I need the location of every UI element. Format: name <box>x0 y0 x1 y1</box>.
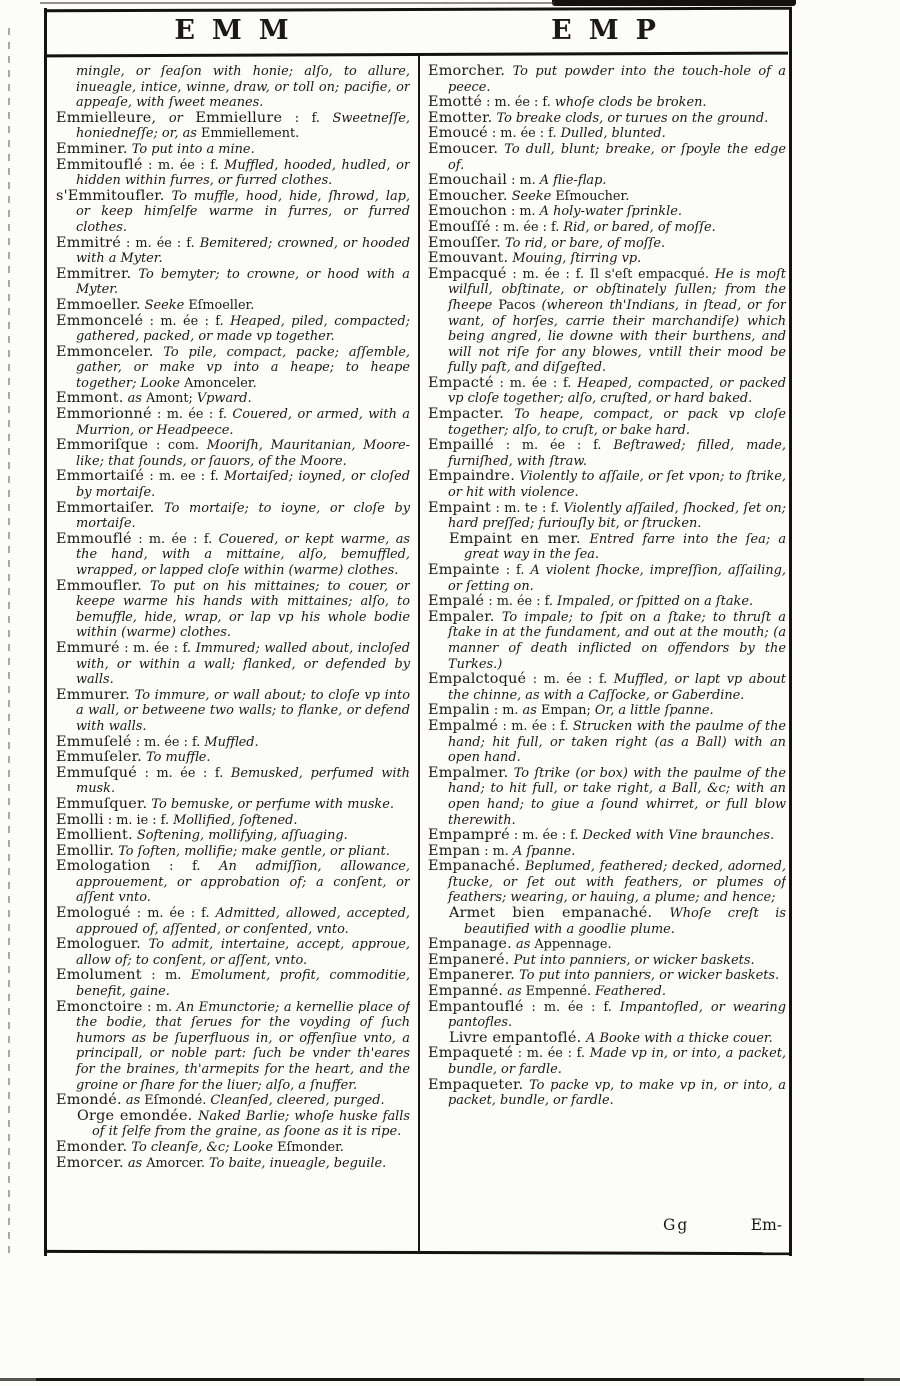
entry-gloss: mingle, or ſeaſon with honie; alſo, to allure, inueagle, intice, winne, draw, or toll on; pacifie, or appeaſe, with ſweet meanes. <box>76 64 410 111</box>
entry-headword: Empalctoqué <box>428 671 527 688</box>
entry-roman-text: : m. ée : f. <box>130 906 216 922</box>
dictionary-entry <box>428 828 786 844</box>
entry-headword: Emouſſé <box>428 218 491 235</box>
entry-gloss: as <box>123 1155 147 1171</box>
entry-gloss: Violently aſſailed, ſhocked, ſet on; hard preſſed; furiouſly bit, or ſtrucken. <box>448 500 786 532</box>
dictionary-entry <box>428 953 786 969</box>
dictionary-entry <box>56 968 410 999</box>
entry-roman-text: : m. ée : f. <box>513 1046 590 1062</box>
entry-gloss: Emolument, profit, commoditie, benefit, gaine. <box>76 968 410 1000</box>
entry-gloss: as <box>121 1093 145 1109</box>
entry-gloss: Muffled, hooded, hudled, or hidden within furres, or furred clothes. <box>76 157 410 189</box>
entry-headword: Empacqué <box>428 265 507 282</box>
entry-gloss: Whoſe creſt is beautified with a goodlie plume. <box>464 906 786 937</box>
entry-headword: Empaneré. <box>428 951 510 968</box>
entry-gloss: To mortaiſe; to ioyne, or cloſe by mortaiſe. <box>76 500 410 532</box>
entry-headword: Emmitrer. <box>56 265 132 282</box>
entry-headword: Armet bien empanaché. <box>449 905 670 922</box>
entry-gloss: Immured; walled about, incloſed with, or within a wall; flanked, or defended by walls. <box>76 640 410 688</box>
entry-headword: Emouſſer. <box>428 234 501 251</box>
entry-gloss: Strucken with the paulme of the hand; hit full, or taken right (as a Ball) with an open hand. <box>448 718 786 766</box>
entry-gloss: To admit, intertaine, accept, approue, allow of; to conſent, or aſſent, vnto. <box>76 937 410 968</box>
entry-headword: Emmortaiſé <box>56 468 145 485</box>
dictionary-entry <box>56 859 410 906</box>
dictionary-subentry <box>428 1031 786 1047</box>
entry-headword: Emouchon <box>428 203 507 220</box>
entry-gloss: To dull, blunt; breake, or ſpoyle the edge of. <box>448 141 786 173</box>
entry-gloss: Muffled. <box>204 734 259 750</box>
entry-headword: Emondé. <box>56 1092 122 1109</box>
entry-headword: Empanné. <box>428 983 504 1000</box>
entry-gloss: Mouing, ſtirring vp. <box>508 251 642 267</box>
entry-gloss: Heaped, piled, compacted; gathered, packed, or made vp together. <box>76 313 410 345</box>
entry-gloss: An Emunctorie; a kernellie place of the bodie, that ſerues for the voyding of ſuch humors as be ſuperfluous in, or offenſiue vnto, a principall, or noble part: ſuch be vnder th'eares for the braines, th'armepits for the heart, and the groine or ſhare for the liuer; alſo, a ſnuffer. <box>76 999 410 1093</box>
dictionary-entry <box>56 1000 410 1094</box>
entry-roman-text: : m. ée : f. <box>509 828 583 844</box>
dictionary-entry <box>428 937 786 953</box>
dictionary-entry <box>56 813 410 829</box>
entry-headword: Emolli <box>56 811 104 828</box>
dictionary-entry <box>56 937 410 968</box>
entry-headword: Emmoncelé <box>56 312 144 329</box>
entry-roman-text: : m. ee : f. <box>144 469 224 485</box>
entry-gloss: Violently to aſſaile, or ſet vpon; to ſtrike, or hit with violence. <box>448 469 786 501</box>
dictionary-entry <box>428 719 786 766</box>
entry-gloss: To ſoften, mollifie; make gentle, or pliant. <box>114 843 390 859</box>
entry-headword: Empainte <box>428 562 500 578</box>
entry-roman-text: Eſmoeller. <box>188 297 255 313</box>
entry-headword: Emoucer. <box>428 140 499 157</box>
entry-headword: Emologué <box>56 905 131 922</box>
dictionary-entry <box>56 345 410 392</box>
entry-headword: Emmuſquer. <box>56 795 148 812</box>
entry-headword: Empacter. <box>428 406 504 423</box>
dictionary-entry <box>56 735 410 751</box>
entry-gloss: (whereon th'Indians, in ſtead, or for want, of horſes, carrie their marchandiſe) which being angred, lie downe with their burthens, and will not riſe for any blowes, vntill their mood be fully paſt, and diſgeſted. <box>448 297 786 376</box>
entry-gloss: Rid, or bared, of moſſe. <box>563 219 716 235</box>
dictionary-entry <box>56 1156 410 1172</box>
dictionary-entry <box>428 1000 786 1031</box>
dictionary-entry <box>428 438 786 469</box>
dictionary-entry <box>56 579 410 641</box>
entry-gloss: Sweetneſſe, honiedneſſe; or, as <box>76 110 410 142</box>
entry-roman-text: : m. ée : f. <box>137 765 231 781</box>
dictionary-entry <box>56 532 410 579</box>
entry-gloss: To heape, compact, or pack vp cloſe together; alſo, to cruſt, or bake hard. <box>448 407 786 438</box>
dictionary-entry <box>428 64 786 95</box>
entry-gloss: To put into a mine. <box>127 141 255 157</box>
dictionary-entry <box>428 220 786 236</box>
entry-headword: Emmont. <box>56 390 124 407</box>
entry-roman-text: Emmiellement. <box>201 126 300 142</box>
entry-roman-text: : com. <box>148 438 207 454</box>
entry-headword: Emolument <box>56 967 142 984</box>
entry-gloss: whoſe clods be broken. <box>554 95 707 111</box>
entry-gloss: To impale; to ſpit on a ſtake; to thruſt a ſtake in at the fundament, and out at the mouth; (a manner of death inflicted on offendors by the Turkes.) <box>448 609 786 672</box>
dictionary-entry <box>56 314 410 345</box>
entry-gloss: Seeke <box>507 188 556 204</box>
entry-gloss: To bemuske, or perfume with muske. <box>147 796 394 812</box>
entry-roman-text: Eſmonder. <box>277 1139 344 1155</box>
entry-gloss: Mooriſh, Mauritanian, Moore-like; that ſounds, or ſauors, of the Moore. <box>76 438 410 469</box>
dictionary-entry <box>56 189 410 236</box>
entry-roman-text: : m. <box>142 999 177 1015</box>
entry-gloss: A Booke with a thicke couer. <box>586 1030 773 1046</box>
entry-headword: Emmortaiſer. <box>56 499 155 516</box>
entry-gloss: as <box>511 937 535 953</box>
entry-gloss: Couered, or armed, with a Murrion, or Headpeece. <box>76 407 410 438</box>
entry-gloss: Decked with Vine braunches. <box>582 828 775 844</box>
entry-headword: Emoucé <box>428 125 488 142</box>
dictionary-entry <box>428 501 786 532</box>
entry-headword: Empaillé <box>428 437 494 454</box>
entry-roman-text: : m. <box>507 173 540 189</box>
dictionary-entry <box>56 267 410 298</box>
entry-roman-text: Empan; <box>540 703 595 719</box>
entry-gloss: A ſpanne. <box>512 843 576 859</box>
entry-gloss: To breake clods, or turues on the ground. <box>492 110 769 126</box>
dictionary-entry <box>56 158 410 189</box>
dictionary-entry <box>428 376 786 407</box>
dictionary-entry <box>56 1093 410 1109</box>
entry-headword: Empalé <box>428 593 485 610</box>
border-rule-left <box>44 8 47 1256</box>
entry-roman-text: : m. ée : f. <box>523 999 620 1015</box>
dictionary-entry <box>56 641 410 688</box>
entry-gloss: Entred farre into the ſea; a great way in the ſea. <box>464 531 786 563</box>
entry-roman-text: : m. <box>141 968 191 984</box>
entry-roman-text: : m. ée : f. <box>151 407 233 423</box>
entry-headword: Orge emondée. <box>77 1107 199 1124</box>
entry-gloss: An admiſſion, allowance, approuement, or approbation of; a conſent, or aſſent vnto. <box>76 859 410 906</box>
entry-gloss: A violent ſhocke, impreſſion, aſſailing, or ſetting on. <box>448 563 786 594</box>
entry-roman-text: : m. ée : f. <box>142 157 225 173</box>
dictionary-entry <box>428 267 786 376</box>
dictionary-entry <box>56 844 410 860</box>
entry-roman-text: : m. ée : f. <box>120 235 200 251</box>
entry-headword: Empaler. <box>428 608 495 625</box>
dictionary-entry <box>428 189 786 205</box>
dictionary-entry <box>428 672 786 703</box>
entry-headword: Emmitré <box>56 234 121 251</box>
dictionary-entry <box>428 204 786 220</box>
entry-roman-text: Amonceler. <box>184 375 257 391</box>
entry-headword: Emmorionné <box>56 406 152 423</box>
dictionary-entry <box>428 1046 786 1077</box>
scan-edge-bottom <box>0 1378 900 1381</box>
entry-headword: Livre empantoflé. <box>449 1029 587 1046</box>
entry-gloss: To put on his mittaines; to couer, or keepe warme his hands with mittaines; alſo, to bemuffle, hide, wrap, or lap vp his whole bodie within (warme) clothes. <box>76 578 410 641</box>
entry-headword: Emouvant. <box>428 250 509 267</box>
entry-roman-text: : m. ée : f. <box>487 126 561 142</box>
dictionary-entry <box>428 126 786 142</box>
dictionary-entry <box>56 407 410 438</box>
entry-headword: Emollir. <box>56 842 115 859</box>
entry-headword: Empaint en mer. <box>449 530 590 547</box>
dictionary-entry <box>56 1140 410 1156</box>
entry-headword: Empampré <box>428 827 510 844</box>
column-divider-rule <box>418 56 420 1251</box>
dictionary-entry <box>56 797 410 813</box>
dictionary-entry <box>428 859 786 906</box>
entry-gloss: as <box>123 391 146 407</box>
dictionary-entry <box>428 95 786 111</box>
entry-gloss: Made vp in, or into, a packet, bundle, or fardle. <box>448 1046 786 1077</box>
dictionary-entry <box>428 142 786 173</box>
entry-headword: Empalmer. <box>428 764 509 781</box>
entry-gloss: To baite, inueagle, beguile. <box>209 1155 387 1171</box>
dictionary-entry <box>56 236 410 267</box>
entry-roman-text: : m. ée : f. <box>493 375 578 391</box>
entry-gloss: To muffle, hood, hide, ſhrowd, lap, or keep himſelfe warme in furres, or furred clothes. <box>76 188 410 235</box>
entry-headword: Emologation <box>56 858 151 875</box>
entry-roman-text: : f. <box>282 110 333 126</box>
dictionary-entry <box>428 766 786 828</box>
entry-gloss: Or, a little ſpanne. <box>594 703 714 719</box>
entry-gloss: Seeke <box>140 297 189 313</box>
scan-smudge-top-thin <box>40 2 555 4</box>
entry-headword: Emmiellure <box>195 109 283 126</box>
entry-headword: Emmurer. <box>56 686 130 703</box>
dictionary-entry <box>56 750 410 766</box>
text-column-left <box>56 64 410 1250</box>
entry-gloss: Impaled, or ſpitted on a ſtake. <box>557 594 754 610</box>
entry-gloss: Couered, or kept warme, as the hand, with a mittaine, alſo, bemuffled, wrapped, or lapped cloſe within (warme) clothes. <box>76 531 410 578</box>
entry-gloss: as <box>522 703 541 719</box>
entry-roman-text: Eſmoucher. <box>555 188 630 204</box>
entry-roman-text: Empenné. <box>525 984 596 1000</box>
entry-gloss: To pile, compact, packe; aſſemble, gather, or make vp into a heape; to heape together; Looke <box>76 344 410 391</box>
entry-gloss: Impantofled, or wearing pantofles. <box>448 999 786 1031</box>
border-rule-top <box>44 7 792 13</box>
entry-headword: Emmuré <box>56 639 120 656</box>
entry-gloss: Feathered. <box>595 984 666 1000</box>
entry-gloss: To put powder into the touch-hole of a peece. <box>448 64 786 95</box>
entry-headword: s'Emmitoufler. <box>56 187 165 204</box>
signature-mark: Gg <box>663 1216 690 1234</box>
entry-headword: Emologuer. <box>56 936 141 953</box>
entry-gloss: Heaped, compacted, or packed vp cloſe together; alſo, cruſted, or hard baked. <box>448 375 786 407</box>
entry-gloss: A holy-water ſprinkle. <box>539 204 682 220</box>
running-head-right: EMP <box>551 15 673 46</box>
entry-gloss: Cleanſed, cleered, purged. <box>210 1093 385 1109</box>
dictionary-entry <box>56 111 410 142</box>
entry-gloss: as <box>503 984 526 1000</box>
entry-gloss: To immure, or wall about; to cloſe vp into a wall, or betweene two walls; to flanke, or defend with walls. <box>76 687 410 734</box>
entry-headword: Emmielleure, <box>56 109 157 126</box>
dictionary-entry <box>428 407 786 438</box>
entry-gloss: Naked Barlie; whoſe huske falls of it ſelfe from the graine, as ſoone as it is ripe. <box>92 1108 410 1140</box>
entry-headword: Emmuſqué <box>56 764 137 781</box>
entry-headword: Empaint <box>428 499 491 516</box>
entry-headword: Emonctoire <box>56 998 143 1015</box>
head-rule <box>46 52 788 58</box>
dictionary-entry <box>428 563 786 594</box>
entry-roman-text: : f. <box>499 563 531 578</box>
dictionary-entry <box>428 594 786 610</box>
entry-roman-text: Pacos <box>498 297 542 313</box>
dictionary-entry <box>428 173 786 189</box>
entry-headword: Emmoufler. <box>56 577 143 594</box>
entry-headword: Emorcer. <box>56 1154 124 1171</box>
entry-gloss: Vpward. <box>196 391 252 407</box>
entry-headword: Empaqueté <box>428 1045 514 1062</box>
dictionary-entry <box>428 236 786 252</box>
dictionary-entry <box>56 766 410 797</box>
dictionary-entry <box>56 501 410 532</box>
entry-gloss: Bemitered; crowned, or hooded with a Myter. <box>76 235 410 267</box>
entry-headword: Empanerer. <box>428 967 515 984</box>
entry-headword: Emorcher. <box>428 64 506 79</box>
entry-roman-text: : m. ée : f. <box>131 531 219 547</box>
entry-headword: Empacté <box>428 374 494 391</box>
entry-roman-text: : m. ée : f. <box>526 672 614 688</box>
entry-roman-text: Eſmondé. <box>144 1093 211 1109</box>
entry-gloss: Beplumed, feathered; decked, adorned, ſtucke, or ſet out with feathers, or plumes of feathers; wearing, or hauing, a plume; and hence; <box>448 859 786 906</box>
running-head-left: EMM <box>174 15 306 46</box>
dictionary-entry <box>56 828 410 844</box>
entry-roman-text: : m. te : f. <box>491 500 564 516</box>
entry-headword: Empanaché. <box>428 858 521 875</box>
entry-roman-text: : m. ée : f. <box>484 594 557 610</box>
entry-roman-text: : m. ie : f. <box>103 812 174 828</box>
dictionary-entry <box>428 469 786 500</box>
entry-headword: Emonder. <box>56 1138 128 1155</box>
entry-headword: Empanage. <box>428 936 512 953</box>
dictionary-entry <box>428 1078 786 1109</box>
dictionary-subentry <box>56 1109 410 1140</box>
entry-roman-text: : m. ée : f. <box>490 219 564 235</box>
entry-headword: Emotté <box>428 94 483 111</box>
entry-gloss: To put into panniers, or wicker baskets. <box>515 968 780 984</box>
dictionary-subentry <box>428 532 786 563</box>
entry-roman-text: : m. <box>480 843 513 859</box>
dictionary-entry <box>56 298 410 314</box>
entry-gloss: Dulled, blunted. <box>560 126 666 142</box>
entry-headword: Emmitouflé <box>56 156 143 173</box>
entry-gloss: Mortaiſed; ioyned, or cloſed by mortaiſe. <box>76 469 410 501</box>
dictionary-entry <box>56 142 410 158</box>
entry-headword: Empaqueter. <box>428 1076 524 1093</box>
entry-headword: Emmoeller. <box>56 296 141 313</box>
entry-roman-text: Appennage. <box>534 937 612 953</box>
dictionary-entry <box>56 391 410 407</box>
entry-gloss: or <box>156 110 196 126</box>
entry-headword: Emmuſeler. <box>56 749 142 766</box>
entry-headword: Empantouflé <box>428 998 524 1015</box>
entry-roman-text: : m. ée : f. <box>493 438 614 454</box>
entry-roman-text: : m. ée : f. <box>131 734 205 750</box>
entry-gloss: To bemyter; to crowne, or hood with a Myter. <box>76 266 410 298</box>
entry-roman-text: Amorcer. <box>146 1155 210 1171</box>
entry-headword: Emotter. <box>428 109 493 126</box>
entry-roman-text: Amont; <box>146 391 197 407</box>
dictionary-entry <box>428 111 786 127</box>
entry-roman-text: : m. <box>489 703 523 719</box>
entry-gloss: Bemusked, perfumed with musk. <box>76 765 410 797</box>
page-edge-artifact <box>8 28 10 1256</box>
entry-roman-text: : m. ée : f. <box>119 640 196 656</box>
entry-gloss: Softening, mollifying, aſſuaging. <box>132 828 348 844</box>
entry-gloss: To cleanſe, &c; Looke <box>127 1139 278 1155</box>
entry-roman-text: : m. <box>506 204 540 220</box>
entry-headword: Empalmé <box>428 717 499 734</box>
dictionary-entry <box>56 438 410 469</box>
entry-roman-text: : m. ée : f. <box>143 313 231 329</box>
entry-gloss: A flie-flap. <box>539 173 607 189</box>
dictionary-entry <box>428 251 786 267</box>
entry-headword: Emmouflé <box>56 530 132 547</box>
dictionary-entry <box>56 688 410 735</box>
entry-gloss: He is moſt wilfull, obſtinate, or obſtinately ſullen; from the ſheepe <box>448 266 786 313</box>
entry-headword: Emmonceler. <box>56 343 154 360</box>
direction-line <box>428 1216 786 1236</box>
catchword: Em- <box>750 1216 782 1234</box>
border-rule-right <box>789 8 792 1256</box>
dictionary-entry <box>428 968 786 984</box>
dictionary-subentry <box>428 906 786 937</box>
entry-roman-text: : m. ée : f. Il s'eſt empacqué. <box>506 266 715 282</box>
entry-gloss: Put into panniers, or wicker baskets. <box>509 952 755 968</box>
entry-roman-text: : m. ée : f. <box>498 718 573 734</box>
entry-headword: Emmoriſque <box>56 437 149 454</box>
dictionary-entry <box>428 984 786 1000</box>
entry-headword: Empalin <box>428 702 490 719</box>
dictionary-entry-continuation <box>56 64 410 111</box>
entry-headword: Emminer. <box>56 140 128 157</box>
entry-headword: Emollient. <box>56 827 133 844</box>
dictionary-entry <box>428 844 786 860</box>
entry-gloss: Mollified, ſoftened. <box>173 812 298 828</box>
dictionary-entry <box>56 906 410 937</box>
entry-headword: Empaindre. <box>428 468 515 485</box>
entry-gloss: Muffled, or lapt vp about the chinne, as with a Caſſocke, or Gaberdine. <box>448 672 786 703</box>
entry-roman-text: : f. <box>150 859 220 875</box>
entry-gloss: To muffle. <box>141 750 211 766</box>
dictionary-entry <box>428 703 786 719</box>
entry-roman-text: : m. ée : f. <box>482 95 555 111</box>
entry-gloss: To ſtrike (or box) with the paulme of the hand; to hit full, or take right, a Ball, &c; with an open hand; to giue a ſound whirret, or full blow therewith. <box>448 765 786 828</box>
entry-headword: Emoucher. <box>428 187 508 204</box>
entry-gloss: To packe vp, to make vp in, or into, a packet, bundle, or fardle. <box>448 1077 786 1109</box>
entry-gloss: Beſtrawed; filled, made, furniſhed, with ſtraw. <box>448 438 786 469</box>
dictionary-entry <box>56 469 410 500</box>
entry-headword: Emouchail <box>428 172 507 189</box>
dictionary-entry <box>428 610 786 672</box>
entry-headword: Empan <box>428 842 481 859</box>
text-column-right <box>428 64 786 1250</box>
entry-gloss: Admitted, allowed, accepted, approued of, aſſented, or conſented, vnto. <box>76 906 410 937</box>
entry-headword: Emmuſelé <box>56 733 132 750</box>
entry-gloss: To rid, or bare, of moſſe. <box>500 235 666 251</box>
scan-smudge-top <box>552 0 796 6</box>
